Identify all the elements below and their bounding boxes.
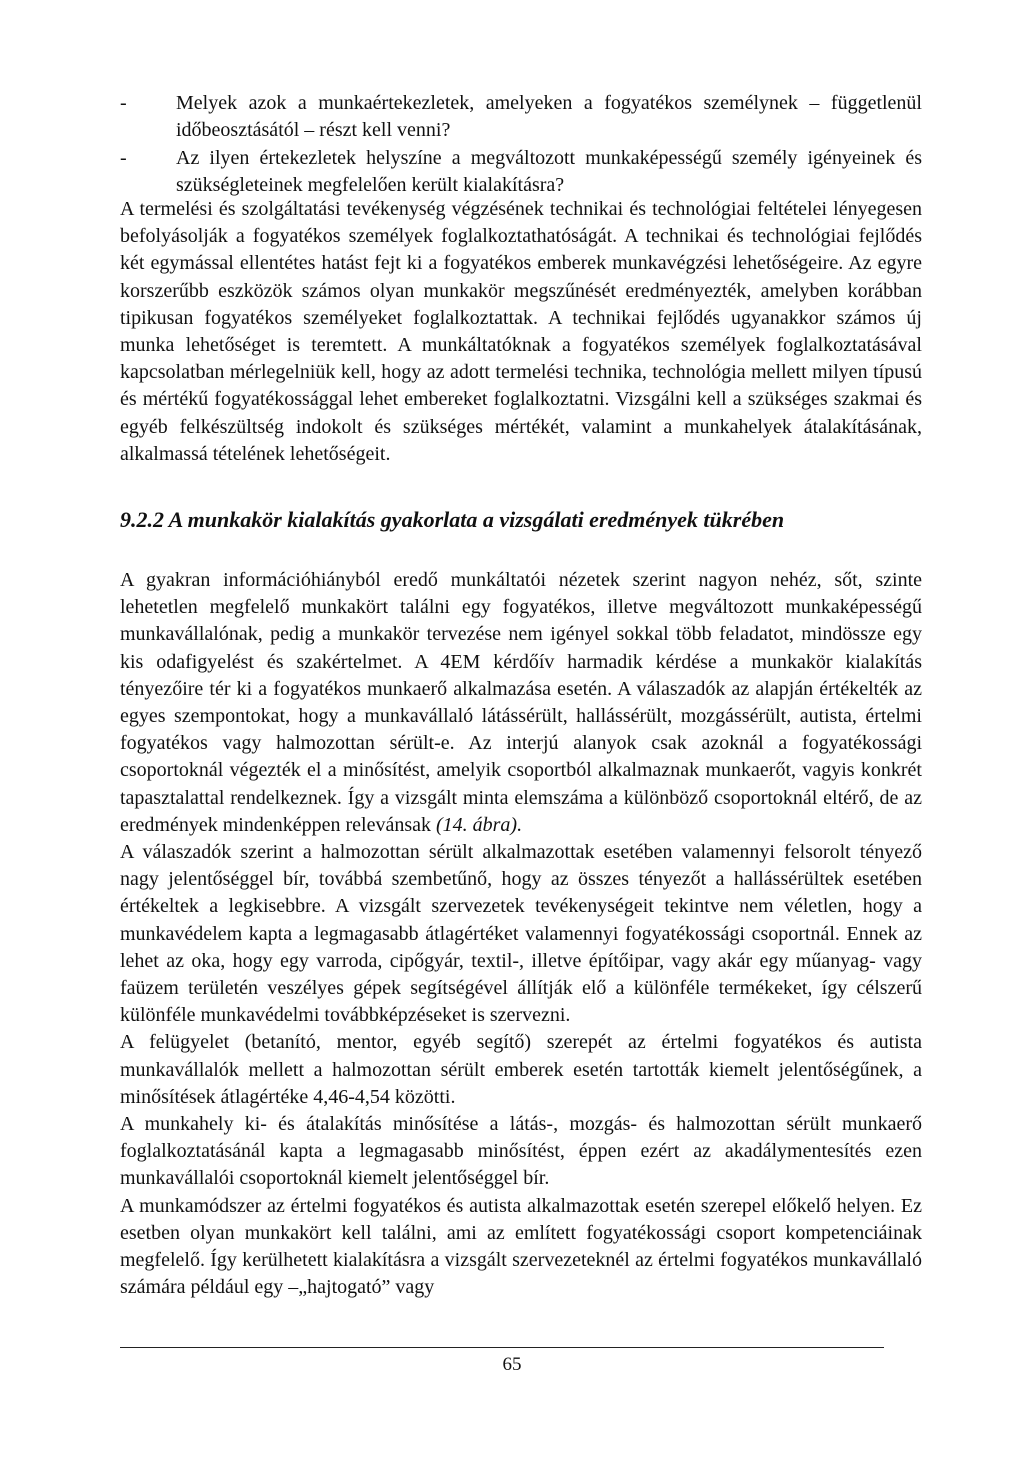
body-text: [120, 567, 922, 1301]
section-heading: 9.2.2 A munkakör kialakítás gyakorlata a vizsgálati eredmények tükrében: [120, 507, 785, 532]
paragraph: A munkahely ki- és átalakítás minősítése a látás-, mozgás- és halmozottan sérült munkaerő foglalkoztatásánál kapta a legmagasabb minősítést, éppen ezért az akadálymentesítés ezen munkavállalói csoportoknál kiemelt jelentőséggel bír.: [120, 1113, 922, 1190]
paragraph: A termelési és szolgáltatási tevékenység végzésének technikai és technológiai feltételei lényegesen befolyásolják a fogyatékos személyek foglalkoztathatóságát. A technikai és technológiai fejlődés két egymással ellentétes hatást fejt ki a fogyatékos emberek munkavégzési lehetőségeire. Az egyre korszerűbb eszközök számos olyan munkakör megszűnését eredményezték, amelyben korábban tipikusan fogyatékos személyeket foglalkoztattak. A technikai fejlődés ugyanakkor számos új munka lehetőséget is teremtett. A munkáltatóknak a fogyatékos személyek foglalkoztatásával kapcsolatban mérlegelniük kell, hogy az adott termelési technika, technológia mellett milyen típusú és mértékű fogyatékossággal lehet embereket foglalkoztatni. Vizsgálni kell a szükséges szakmai és egyéb felkészültség indokolt és szükséges mértékét, valamint a munkahelyek átalakításának, alkalmassá tételének lehetőségeit.: [120, 198, 922, 465]
list-item-text: Az ilyen értekezletek helyszíne a megváltozott munkaképességű személy igényeinek és szükségleteinek megfelelően került kialakításra?: [176, 147, 922, 196]
bullet-dash: -: [120, 147, 127, 169]
figure-reference: (14. ábra).: [435, 813, 523, 836]
list-item-text: Melyek azok a munkaértekezletek, amelyeken a fogyatékos személynek – függetlenül időbeosztásától – részt kell venni?: [176, 92, 922, 141]
paragraph: A felügyelet (betanító, mentor, egyéb segítő) szerepét az értelmi fogyatékos és autista munkavállalók mellett a halmozottan sérült emberek esetén tartották kiemelt jelentőségűnek, a minősítések átlagértéke 4,46-4,54 közötti.: [120, 1031, 922, 1108]
page-number: 65: [502, 1354, 522, 1375]
paragraph: A válaszadók szerint a halmozottan sérült alkalmazottak esetében valamennyi felsorolt tényező nagy jelentőséggel bír, továbbá szembetűnő, hogy az összes tényezőt a hallássérültek esetében értékeltek a legkisebbre. A vizsgált szervezetek tevékenységeit tekintve nem véletlen, hogy a munkavédelem kapta a legmagasabb átlagértéket valamennyi fogyatékossági csoportnál. Ennek az lehet az oka, hogy egy varroda, cipőgyár, textil-, illetve építőipar, vagy akár egy műanyag- vagy faüzem területén veszélyes gépek segítségével állítják elő a különféle termékeket, így célszerű különféle munkavédelmi továbbképzéseket is szervezni.: [120, 841, 922, 1027]
bullet-dash: -: [120, 92, 127, 114]
intro-text: [120, 196, 922, 468]
paragraph-text: A gyakran információhiányból eredő munkáltatói nézetek szerint nagyon nehéz, sőt, szinte lehetetlen megfelelő munkakört találni egy fogyatékos, illetve megváltozott munkaképességű munkavállalónak, pedig a munkakör tervezése nem igényel sokkal több feladatot, mindössze egy kis odafigyelést és szakértelmet. A 4EM kérdőív harmadik kérdése a munkakör kialakítás tényezőire tér ki a fogyatékos munkaerő alkalmazása esetén. A válaszadók az alapján értékelték az egyes szempontokat, hogy a munkavállaló látássérült, hallássérült, mozgássérült, autista, értelmi fogyatékos vagy halmozottan sérült-e. Az interjú alanyok csak azoknál a fogyatékossági csoportoknál végezték el a minősítést, amelyik csoportból alkalmaznak munkaerőt, vagyis konkrét tapasztalattal rendelkeznek. Így a vizsgált minta elemszáma a különböző csoportoknál eltérő, de az eredmények mindenképpen relevánsak: [120, 569, 922, 836]
paragraph: A munkamódszer az értelmi fogyatékos és autista alkalmazottak esetén szerepel előkelő helyen. Ez esetben olyan munkakört kell találni, ami az említett fogyatékossági csoport kompetenciáinak megfelelő. Így kerülhetett kialakításra a vizsgált szervezeteknél az értelmi fogyatékos munkavállaló számára például egy –„hajtogató” vagy: [120, 1194, 922, 1299]
paragraph: [120, 567, 922, 839]
question-list: [120, 90, 922, 200]
list-item: [120, 90, 922, 144]
footnote-divider: [120, 1347, 884, 1348]
list-item: [120, 145, 922, 199]
